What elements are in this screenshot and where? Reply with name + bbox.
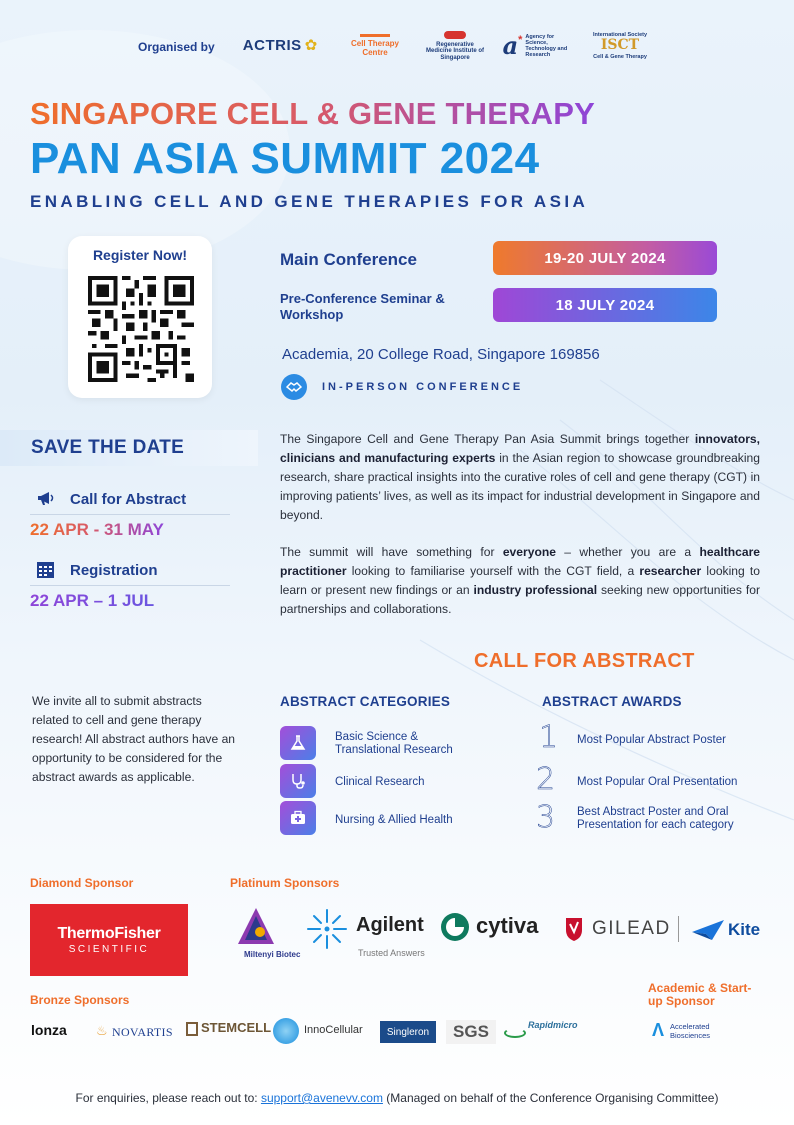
award-label: Most Popular Oral Presentation	[577, 776, 738, 788]
registration-label: Registration	[70, 562, 158, 579]
divider	[30, 585, 230, 586]
registration-dates: 22 APR – 1 JUL	[30, 591, 155, 610]
register-now-label: Register Now!	[92, 247, 188, 263]
description-paragraph-1: The Singapore Cell and Gene Therapy Pan Asia Summit brings together innovators, clinicians and manufacturing experts in the Asian region to showcase groundbreaking research, share practical insights into the curative roles of cell and gene therapy (CGT) in improving patients’ lives, as well as its impact for industrial development in Singapore and beyond.	[280, 432, 760, 522]
stemcell-logo: STEMCELL	[186, 1020, 266, 1044]
stethoscope-icon	[280, 764, 316, 798]
support-email-link[interactable]: support@avenevv.com	[260, 1091, 383, 1105]
abstract-categories-title: ABSTRACT CATEGORIES	[280, 694, 451, 709]
save-the-date-title: SAVE THE DATE	[31, 437, 185, 458]
award-number: 3	[536, 800, 556, 835]
bronze-sponsors-label: Bronze Sponsors	[30, 993, 130, 1007]
kite-logo: Kite	[690, 916, 766, 944]
category-label: Clinical Research	[335, 776, 425, 788]
cell-therapy-centre-logo: Cell Therapy Centre	[340, 30, 410, 62]
category-label: Nursing & Allied Health	[335, 814, 453, 826]
call-for-abstract-title: CALL FOR ABSTRACT	[474, 650, 695, 672]
isct-logo: International Society ISCT Cell & Gene Therapy	[592, 32, 648, 60]
call-for-abstract-label: Call for Abstract	[70, 491, 187, 508]
agilent-logo: Agilent Trusted Answers	[304, 906, 426, 962]
miltenyi-logo: Miltenyi Biotec	[234, 906, 306, 962]
gilead-logo: GILEAD	[564, 914, 676, 944]
abstract-invitation: We invite all to submit abstracts related to cell and gene therapy research! All abstract authors have an opportunity to be considered for the abstract awards as applicable.	[32, 694, 236, 784]
main-conference-date: 19-20 JULY 2024	[493, 241, 717, 275]
award-label: Most Popular Abstract Poster	[577, 734, 726, 746]
calendar-icon	[36, 560, 55, 584]
register-qr-card[interactable]	[68, 236, 212, 398]
innocellular-logo: InnoCellular	[273, 1018, 369, 1046]
singleron-logo: Singleron	[380, 1021, 436, 1043]
abstract-awards-title: ABSTRACT AWARDS	[542, 694, 682, 709]
title-line-1: SINGAPORE CELL & GENE THERAPY	[30, 96, 596, 131]
qr-code[interactable]	[88, 276, 194, 382]
divider	[678, 916, 679, 942]
cytiva-logo: cytiva	[440, 912, 544, 942]
accelerated-biosciences-logo: Λ Accelerated Biosciences	[652, 1020, 711, 1040]
diamond-sponsor-label: Diamond Sponsor	[30, 876, 134, 890]
footer-enquiries: For enquiries, please reach out to: support@avenevv.com (Managed on behalf of the Conference Organising Committee)	[75, 1091, 719, 1105]
handshake-icon	[281, 374, 307, 400]
in-person-conference-label: IN-PERSON CONFERENCE	[322, 381, 524, 393]
novartis-logo: ♨ NOVARTIS	[96, 1023, 173, 1039]
first-aid-kit-icon	[280, 801, 316, 835]
flask-icon	[280, 726, 316, 760]
main-conference-label: Main Conference	[280, 250, 417, 269]
astar-logo: a * Agency for Science, Technology and Research	[502, 30, 568, 60]
organised-by-label: Organised by	[138, 40, 215, 54]
pre-conference-date: 18 JULY 2024	[493, 288, 717, 322]
description-paragraph-2: The summit will have something for everyone – whether you are a healthcare practitioner looking to familiarise yourself with the CGT field, a researcher looking to learn or present new findings or an industry professional seeking new opportunities for partnerships and collaborations.	[280, 545, 760, 616]
academic-sponsor-label: Academic & Start-up Sponsor	[648, 981, 752, 1008]
rapidmicro-logo: Rapidmicro	[504, 1018, 576, 1044]
save-the-date-banner	[0, 430, 258, 466]
award-number: 2	[536, 762, 556, 797]
megaphone-icon	[36, 489, 56, 512]
category-label: Basic Science & Translational Research	[335, 731, 453, 756]
abstract-dates: 22 APR - 31 MAY	[30, 520, 164, 539]
pre-conference-label: Pre-Conference Seminar & Workshop	[280, 291, 445, 322]
award-number: 1	[539, 720, 559, 755]
sgs-logo: SGS	[446, 1020, 496, 1044]
lonza-logo: lonza	[31, 1022, 67, 1038]
thermofisher-logo: ThermoFisher SCIENTIFIC	[30, 904, 188, 976]
venue-address: Academia, 20 College Road, Singapore 169856	[282, 346, 600, 363]
actris-logo: ACTRIS ✿	[242, 36, 318, 54]
title-line-2: PAN ASIA SUMMIT 2024	[30, 134, 540, 183]
divider	[30, 514, 230, 515]
rmis-logo: Regenerative Medicine Institute of Singapore	[424, 30, 486, 62]
subtitle: ENABLING CELL AND GENE THERAPIES FOR ASIA	[30, 192, 589, 211]
award-label: Best Abstract Poster and Oral Presentation for each category	[577, 806, 734, 831]
platinum-sponsors-label: Platinum Sponsors	[230, 876, 340, 890]
